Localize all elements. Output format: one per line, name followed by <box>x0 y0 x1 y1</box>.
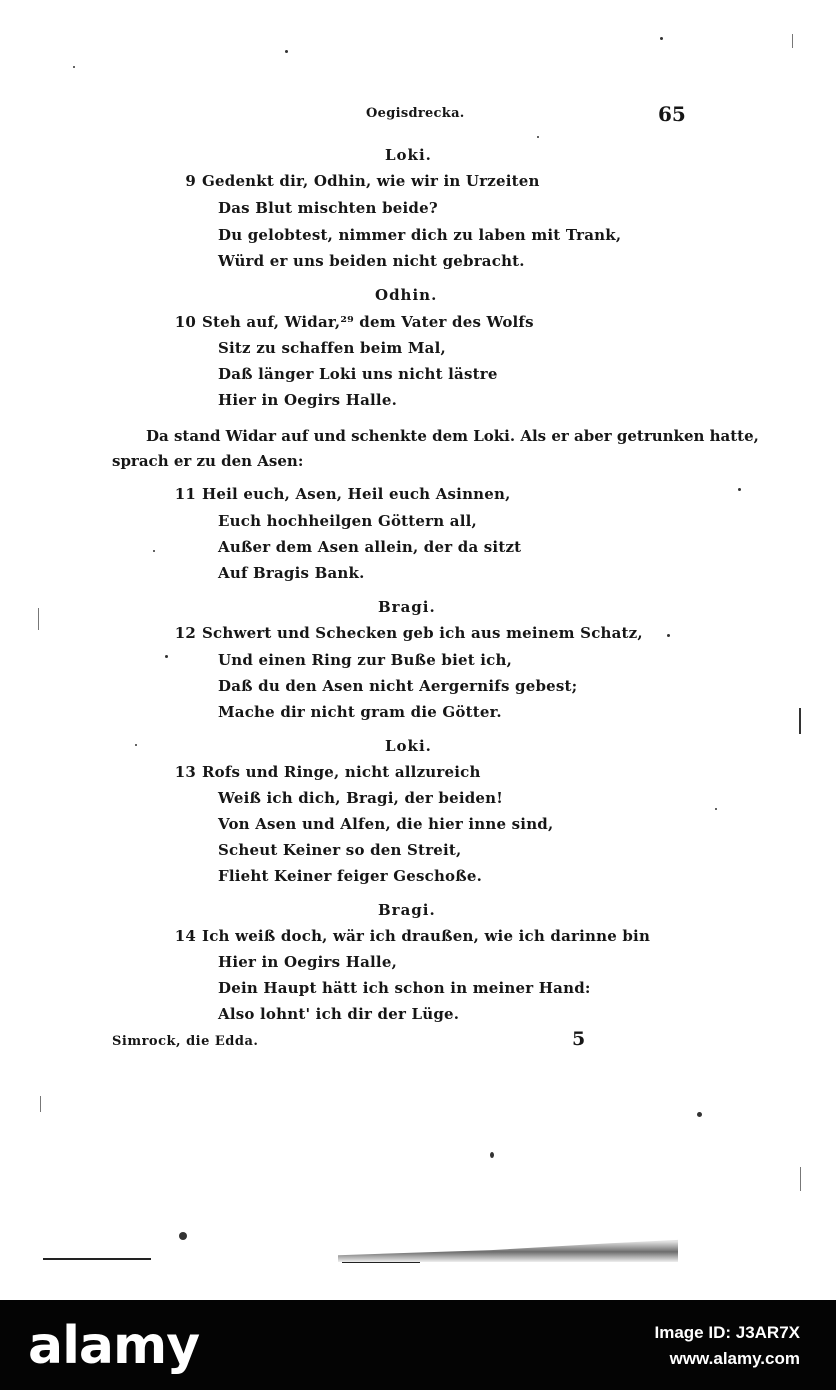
stanza-number: 13 <box>174 763 196 781</box>
signature-mark: 5 <box>572 1028 586 1050</box>
scan-speck <box>179 1232 187 1240</box>
stanza-number: 14 <box>174 927 196 945</box>
scan-speck <box>697 1112 702 1117</box>
scan-speck <box>285 50 288 53</box>
verse-line: Daß du den Asen nicht Aergernifs gebest; <box>218 677 578 695</box>
scan-line <box>38 608 39 630</box>
prose-line: Da stand Widar auf und schenkte dem Loki. Als er aber getrunken hatte, <box>146 427 759 445</box>
verse-line: Von Asen und Alfen, die hier inne sind, <box>218 815 554 833</box>
verse-line: Dein Haupt hätt ich schon in meiner Hand: <box>218 979 591 997</box>
stanza-number: 9 <box>185 172 196 190</box>
scan-speck <box>660 37 663 40</box>
alamy-logo: alamy <box>28 1316 200 1376</box>
verse-line: 13 Rofs und Ringe, nicht allzureich <box>170 763 481 781</box>
speaker-heading: Odhin. <box>375 286 438 304</box>
verse-line: Hier in Oegirs Halle, <box>218 953 397 971</box>
verse-line: 10 Steh auf, Widar,²⁹ dem Vater des Wolfs <box>170 313 534 331</box>
scan-speck <box>738 488 741 491</box>
verse-line: Weiß ich dich, Bragi, der beiden! <box>218 789 504 807</box>
speaker-heading: Loki. <box>385 737 432 755</box>
image-id: Image ID: J3AR7X <box>654 1323 800 1342</box>
stanza-number: 11 <box>174 485 196 503</box>
verse-line: Würd er uns beiden nicht gebracht. <box>218 252 525 270</box>
stanza-number: 12 <box>174 624 196 642</box>
verse-line: Auf Bragis Bank. <box>218 564 365 582</box>
verse-line: 9 Gedenkt dir, Odhin, wie wir in Urzeiten <box>170 172 540 190</box>
scan-line <box>43 1258 151 1260</box>
scan-line <box>800 1167 801 1191</box>
stanza-number: 10 <box>174 313 196 331</box>
scan-speck <box>490 1152 494 1158</box>
scan-line <box>792 34 793 48</box>
verse-line: Außer dem Asen allein, der da sitzt <box>218 538 522 556</box>
scan-speck <box>715 808 717 810</box>
running-title: Oegisdrecka. <box>366 106 465 121</box>
verse-line: Euch hochheilgen Göttern all, <box>218 512 477 530</box>
scan-smear <box>338 1228 678 1262</box>
verse-line: Hier in Oegirs Halle. <box>218 391 397 409</box>
scan-line <box>342 1262 420 1263</box>
verse-line: Mache dir nicht gram die Götter. <box>218 703 502 721</box>
scan-speck <box>73 66 75 68</box>
prose-line: sprach er zu den Asen: <box>112 452 304 470</box>
site-url: www.alamy.com <box>669 1349 800 1368</box>
verse-line: Also lohnt' ich dir der Lüge. <box>218 1005 460 1023</box>
scan-speck <box>135 744 137 746</box>
scan-speck <box>165 655 168 658</box>
verse-line: 12 Schwert und Schecken geb ich aus meinem Schatz, <box>170 624 643 642</box>
speaker-heading: Bragi. <box>378 901 436 919</box>
verse-line: Und einen Ring zur Buße biet ich, <box>218 651 513 669</box>
verse-line: Scheut Keiner so den Streit, <box>218 841 462 859</box>
scan-line <box>799 708 801 734</box>
scan-line <box>40 1096 41 1112</box>
verse-line: Sitz zu schaffen beim Mal, <box>218 339 446 357</box>
speaker-heading: Loki. <box>385 146 432 164</box>
verse-line: 11 Heil euch, Asen, Heil euch Asinnen, <box>170 485 511 503</box>
speaker-heading: Bragi. <box>378 598 436 616</box>
verse-line: Du gelobtest, nimmer dich zu laben mit Trank, <box>218 226 622 244</box>
page-number: 65 <box>658 102 686 126</box>
scan-speck <box>153 550 155 552</box>
verse-line: Daß länger Loki uns nicht lästre <box>218 365 498 383</box>
scan-speck <box>667 634 670 637</box>
scan-speck <box>537 136 539 138</box>
verse-line: Flieht Keiner feiger Geschoße. <box>218 867 483 885</box>
verse-line: Das Blut mischten beide? <box>218 199 438 217</box>
image-id-block <box>655 1320 801 1372</box>
verse-line: 14 Ich weiß doch, wär ich draußen, wie ich darinne bin <box>170 927 650 945</box>
book-footer: Simrock, die Edda. <box>112 1034 259 1049</box>
